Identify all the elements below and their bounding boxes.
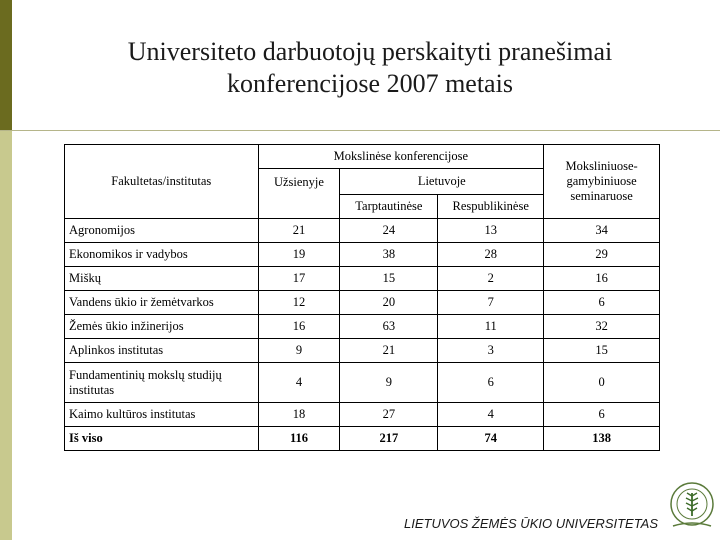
cell-abroad: 17 — [258, 267, 340, 291]
slide-title — [30, 36, 710, 100]
table-row — [65, 267, 660, 291]
cell-faculty-name: Kaimo kultūros institutas — [65, 403, 259, 427]
accent-bar-bottom — [0, 130, 12, 540]
cell-seminars: 0 — [544, 363, 660, 403]
cell-seminars: 16 — [544, 267, 660, 291]
cell-international: 9 — [340, 363, 438, 403]
cell-seminars: 29 — [544, 243, 660, 267]
header-international: Tarptautinėse — [340, 195, 438, 219]
cell-faculty-name: Aplinkos institutas — [65, 339, 259, 363]
cell-republican: 3 — [438, 339, 544, 363]
cell-faculty-name: Iš viso — [65, 427, 259, 451]
table-row — [65, 403, 660, 427]
cell-seminars: 138 — [544, 427, 660, 451]
table-row — [65, 291, 660, 315]
cell-international: 27 — [340, 403, 438, 427]
cell-abroad: 4 — [258, 363, 340, 403]
cell-international: 15 — [340, 267, 438, 291]
table-row — [65, 219, 660, 243]
university-name: LIETUVOS ŽEMĖS ŪKIO UNIVERSITETAS — [404, 516, 659, 531]
cell-republican: 2 — [438, 267, 544, 291]
table-row-total — [65, 427, 660, 451]
header-abroad: Užsienyje — [258, 169, 340, 219]
cell-abroad: 9 — [258, 339, 340, 363]
cell-faculty-name: Vandens ūkio ir žemėtvarkos — [65, 291, 259, 315]
cell-international: 20 — [340, 291, 438, 315]
university-seal-icon — [668, 480, 716, 536]
cell-faculty-name: Fundamentinių mokslų studijų institutas — [65, 363, 259, 403]
cell-republican: 74 — [438, 427, 544, 451]
slide-title-line1: Universiteto darbuotojų perskaityti pranešimai — [127, 37, 613, 66]
cell-abroad: 16 — [258, 315, 340, 339]
cell-international: 38 — [340, 243, 438, 267]
cell-faculty-name: Miškų — [65, 267, 259, 291]
slide-title-line2: konferencijose 2007 metais — [227, 69, 513, 98]
papers-table — [64, 144, 660, 451]
cell-abroad: 12 — [258, 291, 340, 315]
cell-republican: 11 — [438, 315, 544, 339]
table-row — [65, 339, 660, 363]
header-seminars: Moksliniuose-gamybiniuose seminaruose — [544, 145, 660, 219]
cell-seminars: 6 — [544, 403, 660, 427]
cell-faculty-name: Ekonomikos ir vadybos — [65, 243, 259, 267]
cell-abroad: 21 — [258, 219, 340, 243]
cell-faculty-name: Žemės ūkio inžinerijos — [65, 315, 259, 339]
cell-seminars: 34 — [544, 219, 660, 243]
cell-international: 63 — [340, 315, 438, 339]
cell-international: 217 — [340, 427, 438, 451]
cell-republican: 13 — [438, 219, 544, 243]
cell-international: 21 — [340, 339, 438, 363]
cell-abroad: 116 — [258, 427, 340, 451]
cell-seminars: 15 — [544, 339, 660, 363]
cell-seminars: 6 — [544, 291, 660, 315]
cell-abroad: 19 — [258, 243, 340, 267]
table-row — [65, 363, 660, 403]
header-faculty: Fakultetas/institutas — [65, 145, 259, 219]
cell-republican: 28 — [438, 243, 544, 267]
header-republican: Respublikinėse — [438, 195, 544, 219]
cell-republican: 4 — [438, 403, 544, 427]
header-in-lithuania: Lietuvoje — [340, 169, 544, 195]
cell-abroad: 18 — [258, 403, 340, 427]
cell-republican: 6 — [438, 363, 544, 403]
header-scientific-conferences: Mokslinėse konferencijose — [258, 145, 544, 169]
cell-republican: 7 — [438, 291, 544, 315]
accent-bar-top — [0, 0, 12, 130]
table-row — [65, 243, 660, 267]
title-divider — [0, 130, 720, 131]
cell-seminars: 32 — [544, 315, 660, 339]
cell-international: 24 — [340, 219, 438, 243]
cell-faculty-name: Agronomijos — [65, 219, 259, 243]
header-row-1 — [65, 145, 660, 169]
table-row — [65, 315, 660, 339]
